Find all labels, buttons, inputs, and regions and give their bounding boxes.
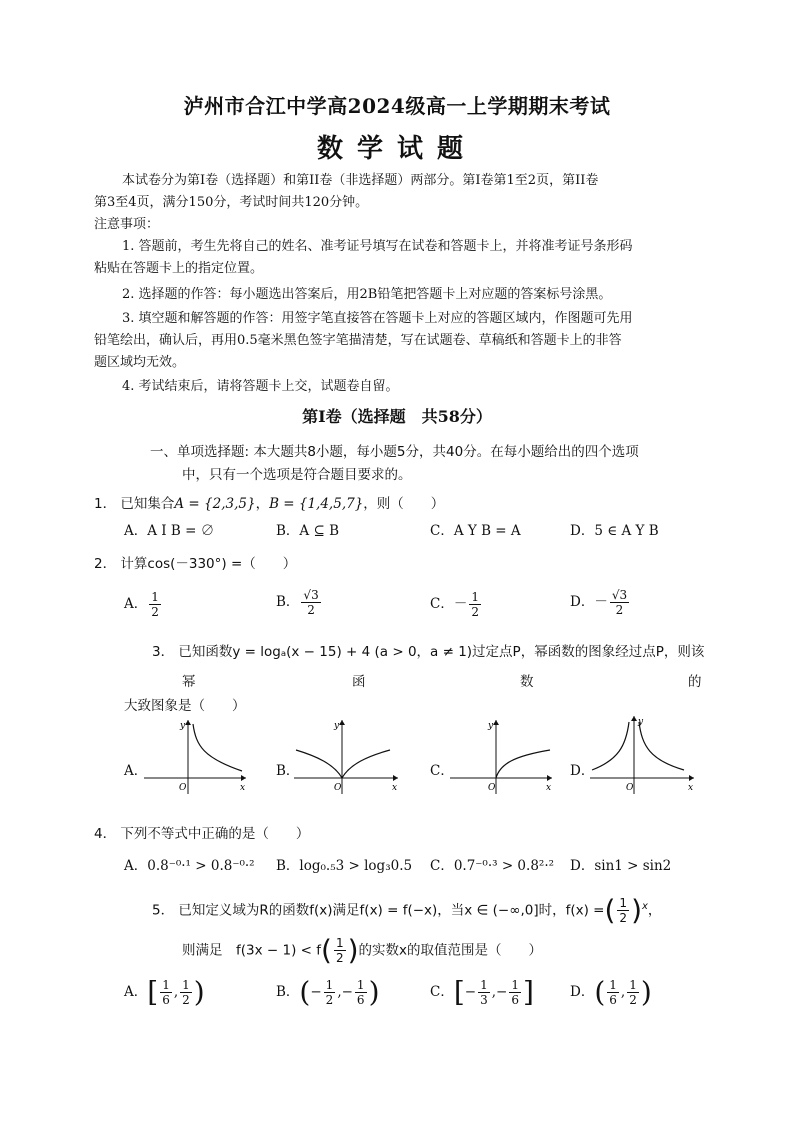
part1-instructions-b: 中，只有一个选项是符合题目要求的。	[182, 467, 412, 483]
q2-option-d[interactable]	[570, 588, 631, 617]
note-1a: 1. 答题前，考生先将自己的姓名、准考证号填写在试卷和答题卡上，并将准考证号条形码	[122, 239, 633, 254]
q3-number: 3．	[152, 644, 175, 660]
graph-a-y-label: y	[180, 721, 186, 731]
graph-c-x-label: x	[546, 783, 552, 793]
graph-c-origin: O	[488, 783, 496, 793]
q5-half: $\frac{1}{2}$	[619, 896, 628, 925]
q3-word-2: 函	[352, 674, 366, 690]
q5-option-c[interactable]: C．[− $\frac{1}{3}$ ,− $\frac{1}{6}$ ]	[430, 975, 534, 1009]
graph-d-x-label: x	[688, 783, 694, 793]
graph-b-y-label: y	[334, 721, 340, 731]
q1-text-a: 已知集合	[120, 496, 175, 512]
q3-option-a-label[interactable]: A．	[124, 763, 148, 779]
graph-a-origin: O	[179, 783, 187, 793]
q2-d-label: D．－	[570, 594, 608, 610]
q4-option-c[interactable]: C．0.7⁻⁰·³ > 0.8²·²	[430, 858, 555, 874]
q3-graph-b[interactable]	[292, 716, 404, 796]
q3-option-c-label[interactable]: C．	[430, 763, 454, 779]
exam-title: 泸州市合江中学高2024级高一上学期期末考试	[183, 94, 611, 118]
note-3a: 3. 填空题和解答题的作答：用签字笔直接答在答题卡上对应的答题区域内，作图题可先用	[122, 311, 633, 326]
q2-c-fraction: $\frac{1}{2}$	[471, 590, 479, 619]
q2-b-label: B．	[276, 594, 300, 610]
part1-instructions-a: 一、单项选择题: 本大题共8小题，每小题5分，共40分。在每小题给出的四个选项	[150, 444, 639, 460]
graph-b-x-label: x	[392, 783, 398, 793]
q3-text-b: 大致图象是（ ）	[124, 698, 246, 714]
note-2: 2. 选择题的作答：每小题选出答案后，用2B铅笔把答题卡上对应题的答案标号涂黑。	[122, 287, 612, 302]
q2-d-fraction: $\frac{√3}{2}$	[611, 588, 628, 617]
q1-option-d[interactable]: D．5 ∈ A Y B	[570, 523, 659, 539]
q5-exponent: x	[642, 901, 648, 912]
q3-graph-d[interactable]	[588, 712, 700, 796]
q4-option-d[interactable]: D．sin1 > sin2	[570, 858, 672, 874]
note-4: 4. 考试结束后，请将答题卡上交，试题卷自留。	[122, 379, 399, 394]
intro-line-1: 本试卷分为第I卷（选择题）和第II卷（非选择题）两部分。第I卷第1至2页，第II卷	[122, 173, 599, 188]
q2-c-label: C．－	[430, 596, 468, 612]
q2-option-b[interactable]	[276, 588, 323, 617]
q5-text-b2: 的实数x的取值范围是（ ）	[358, 942, 543, 959]
q3-option-b-label[interactable]: B．	[276, 763, 300, 779]
q1-option-c[interactable]: C．A Y B = A	[430, 523, 521, 539]
note-1b: 粘贴在答题卡上的指定位置。	[94, 261, 264, 276]
q1-set-b: B = {1,4,5,7}	[269, 496, 364, 512]
q3-option-d-label[interactable]: D．	[570, 763, 595, 779]
q4-text: 下列不等式中正确的是（ ）	[120, 826, 310, 842]
q5-text-a: 已知定义域为R的函数f(x)满足f(x) = f(−x)，当x ∈ (−∞,0]时，f(x) =	[178, 902, 605, 919]
question-3	[152, 640, 704, 660]
exam-subtitle: 数学试题	[316, 134, 477, 164]
q2-number: 2．	[94, 556, 117, 572]
q5-option-d[interactable]: D．( $\frac{1}{6}$ , $\frac{1}{2}$ )	[570, 975, 652, 1009]
q5-option-b[interactable]: B．(− $\frac{1}{2}$ ,− $\frac{1}{6}$ )	[276, 975, 380, 1009]
q1-number: 1．	[94, 496, 117, 512]
q3-word-4: 的	[688, 674, 702, 690]
q1-option-b[interactable]: B．A ⊆ B	[276, 523, 339, 539]
q3-word-3: 数	[520, 674, 534, 690]
q4-option-a[interactable]: A．0.8⁻⁰·¹ > 0.8⁻⁰·²	[124, 858, 255, 874]
note-3b: 铅笔绘出，确认后，再用0.5毫米黑色签字笔描清楚，写在试题卷、草稿纸和答题卡上的非答	[94, 333, 622, 348]
q5-number: 5．	[152, 902, 175, 919]
q2-text: 计算cos(－330°) =（ ）	[120, 556, 297, 572]
q3-graph-a[interactable]	[142, 716, 252, 796]
q1-text-b: ，则（ ）	[363, 496, 445, 512]
question-2	[94, 552, 296, 572]
graph-d-origin: O	[626, 783, 634, 793]
q5-option-a[interactable]: A．[ $\frac{1}{6}$ , $\frac{1}{2}$ )	[124, 975, 205, 1009]
section-title: 第I卷（选择题 共58分）	[302, 407, 492, 426]
notes-title: 注意事项：	[94, 217, 160, 232]
intro-line-2: 第3至4页，满分150分，考试时间共120分钟。	[94, 195, 369, 210]
q3-graph-c[interactable]	[448, 716, 558, 796]
graph-b-origin: O	[334, 783, 342, 793]
graph-a-x-label: x	[240, 783, 246, 793]
q1-sep: ，	[255, 496, 270, 512]
q5-comma: ，	[647, 902, 662, 919]
q5-condition: 则满足 f(3x − 1) < f( $\frac{1}{2}$ )的实数x的取值范围是（ ）	[182, 933, 543, 967]
q2-a-fraction: $\frac{1}{2}$	[151, 590, 159, 619]
q4-number: 4．	[94, 826, 117, 842]
q1-option-a[interactable]: A．A I B = ∅	[124, 523, 215, 539]
q2-option-a[interactable]	[124, 590, 163, 619]
q2-a-label: A．	[124, 596, 148, 612]
note-3c: 题区域均无效。	[94, 355, 186, 370]
question-4	[94, 822, 309, 842]
q3-word-1: 幂	[182, 674, 196, 690]
q5-text-b1: 则满足 f(3x − 1) < f	[182, 942, 321, 959]
q1-set-a: A = {2,3,5}	[174, 496, 256, 512]
question-5: 5． 已知定义域为R的函数f(x)满足f(x) = f(−x)，当x ∈ (−∞,0]时，f(x) =( $\frac{1}{2}$ )$^x$，	[152, 893, 662, 927]
question-1	[94, 492, 444, 512]
q2-option-c[interactable]	[430, 590, 483, 619]
graph-c-y-label: y	[488, 721, 494, 731]
graph-d-y-label: y	[638, 717, 644, 727]
q2-b-fraction: $\frac{√3}{2}$	[303, 588, 319, 617]
q3-text-a: 已知函数y = logₐ(x − 15) + 4 (a > 0，a ≠ 1)过定点P，幂函数的图象经过点P，则该	[178, 644, 705, 660]
q4-option-b[interactable]: B．log₀.₅3 > log₃0.5	[276, 858, 413, 874]
q5-cond-half: $\frac{1}{2}$	[335, 936, 344, 965]
